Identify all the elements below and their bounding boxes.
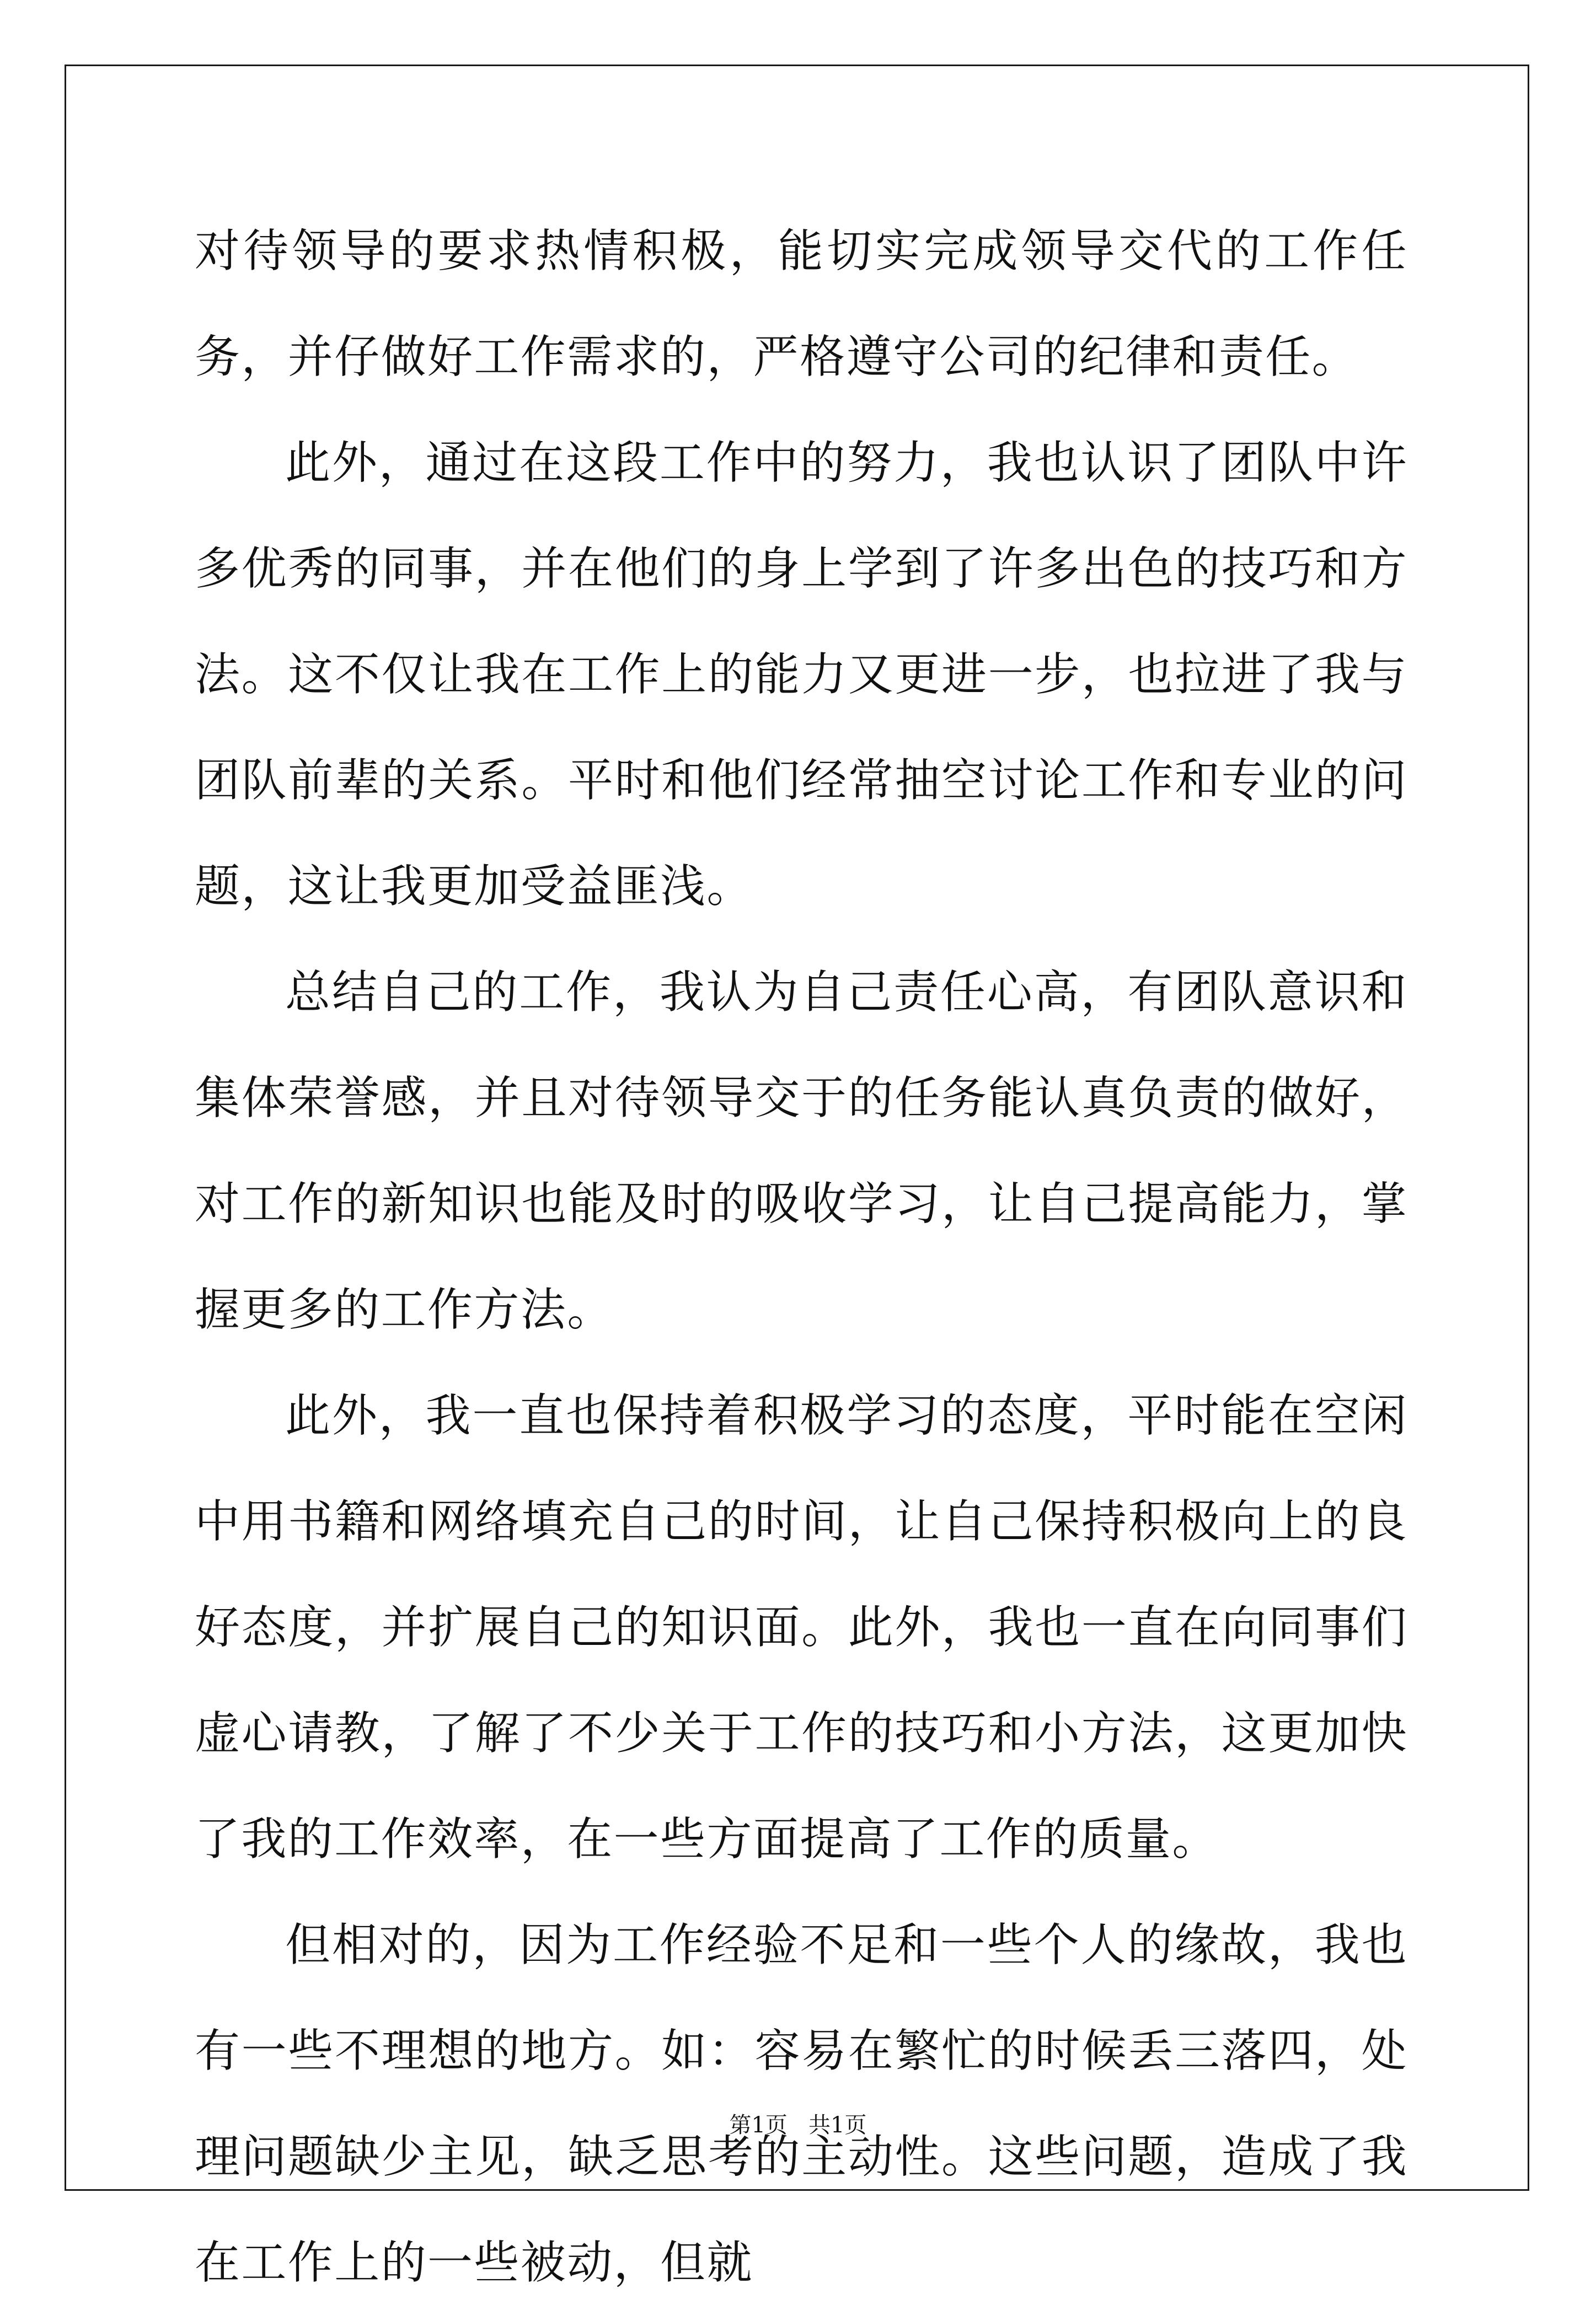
paragraph-2: 此外，通过在这段工作中的努力，我也认识了团队中许多优秀的同事，并在他们的身上学到了许多出色的技巧和方法。这不仅让我在工作上的能力又更进一步，也拉进了我与团队前辈的关系。平时和他们经常抽空讨论工作和专业的问题，这让我更加受益匪浅。 [195,437,1408,913]
page-number-footer: 第1页 共1页 [729,2113,867,2138]
paragraph-3: 总结自己的工作，我认为自己责任心高，有团队意识和集体荣誉感，并且对待领导交于的任务能认真负责的做好，对工作的新知识也能及时的吸收学习，让自己提高能力，掌握更多的工作方法。 [195,966,1408,1336]
document-body [195,199,1408,2316]
paragraph-4: 此外，我一直也保持着积极学习的态度，平时能在空闲中用书籍和网络填充自己的时间，让自己保持积极向上的良好态度，并扩展自己的知识面。此外，我也一直在向同事们虚心请教，了解了不少关于工作的技巧和小方法，这更加快了我的工作效率，在一些方面提高了工作的质量。 [195,1390,1408,1865]
paragraph-5: 但相对的，因为工作经验不足和一些个人的缘故，我也有一些不理想的地方。如：容易在繁忙的时候丢三落四，处理问题缺少主见，缺乏思考的主动性。这些问题，造成了我在工作上的一些被动，但就 [195,1919,1408,2289]
paragraph-1: 对待领导的要求热情积极，能切实完成领导交代的工作任务，并仔做好工作需求的，严格遵守公司的纪律和责任。 [195,225,1408,383]
